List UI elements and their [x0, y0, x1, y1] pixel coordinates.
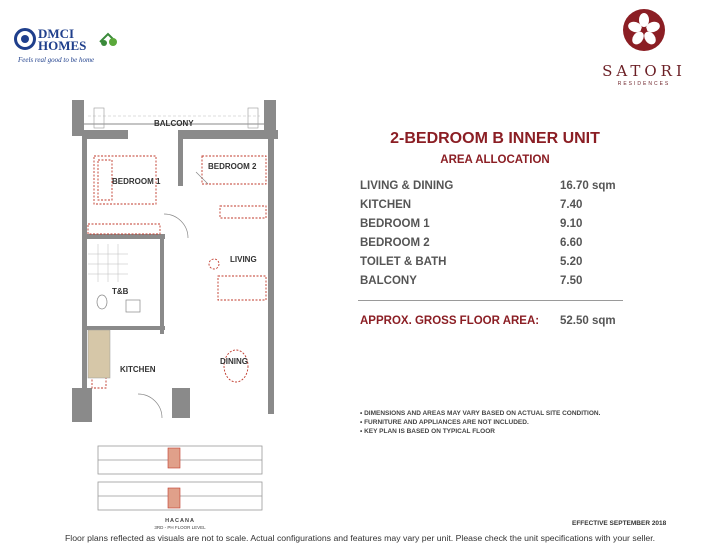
area-value: 16.70 sqm — [560, 180, 616, 192]
dmci-name-line1: DMCI — [38, 26, 75, 41]
gross-value: 52.50 sqm — [560, 315, 616, 327]
disclaimer: Floor plans reflected as visuals are not to scale. Actual configurations and features may vary per unit. Please check the unit specifications with your seller. — [64, 533, 656, 543]
area-label: BEDROOM 1 — [360, 218, 430, 230]
area-row-balcony — [360, 275, 620, 291]
area-allocation-heading: AREA ALLOCATION — [440, 154, 550, 166]
area-label: BALCONY — [360, 275, 417, 287]
gross-label: APPROX. GROSS FLOOR AREA: — [360, 315, 540, 327]
area-row-toilet-bath — [360, 256, 620, 272]
dmci-homes-logo — [14, 20, 134, 70]
house-leaf-icon — [98, 30, 120, 48]
effective-date: EFFECTIVE SEPTEMBER 2018 — [572, 520, 667, 527]
dmci-logo-name — [38, 28, 86, 52]
note-item: • DIMENSIONS AND AREAS MAY VARY BASED ON ACTUAL SITE CONDITION. — [360, 410, 601, 417]
satori-subtitle: RESIDENCES — [617, 81, 671, 87]
area-value: 5.20 — [560, 256, 583, 268]
area-row-bedroom-2 — [360, 237, 620, 253]
room-label-bedroom-2: BEDROOM 2 — [208, 162, 257, 171]
satori-residences-logo — [584, 6, 704, 90]
area-label: KITCHEN — [360, 199, 412, 211]
room-label-living: LIVING — [230, 255, 257, 264]
area-row-bedroom-1 — [360, 218, 620, 234]
unit-title: 2-BEDROOM B INNER UNIT — [390, 130, 600, 147]
gross-floor-area — [360, 315, 620, 331]
note-item: • KEY PLAN IS BASED ON TYPICAL FLOOR — [360, 428, 495, 435]
area-row-kitchen — [360, 199, 620, 215]
note-item: • FURNITURE AND APPLIANCES ARE NOT INCLUDED. — [360, 419, 529, 426]
room-label-balcony: BALCONY — [154, 119, 194, 128]
floor-plan-drawing — [68, 94, 308, 430]
key-plan-drawing — [94, 438, 266, 518]
area-value: 9.10 — [560, 218, 583, 230]
dmci-tagline: Feels real good to be home — [18, 56, 95, 64]
dmci-name-line2: HOMES — [38, 38, 87, 53]
area-row-living-dining — [360, 180, 620, 196]
area-label: LIVING & DINING — [360, 180, 454, 192]
key-plan-level: 3RD - PH FLOOR LEVEL — [154, 525, 206, 530]
sakura-flower-icon — [622, 8, 666, 52]
room-label-kitchen: KITCHEN — [120, 365, 156, 374]
area-label: TOILET & BATH — [360, 256, 447, 268]
key-plan-name: HACANA — [165, 518, 195, 524]
area-value: 6.60 — [560, 237, 583, 249]
area-value: 7.50 — [560, 275, 583, 287]
dmci-logo-mark-icon — [14, 28, 36, 50]
room-label-tb: T&B — [112, 287, 129, 296]
area-label: BEDROOM 2 — [360, 237, 430, 249]
area-value: 7.40 — [560, 199, 583, 211]
room-label-dining: DINING — [220, 357, 248, 366]
room-label-bedroom-1: BEDROOM 1 — [112, 177, 161, 186]
satori-wordmark: SATORI — [602, 62, 686, 80]
divider — [358, 300, 623, 301]
